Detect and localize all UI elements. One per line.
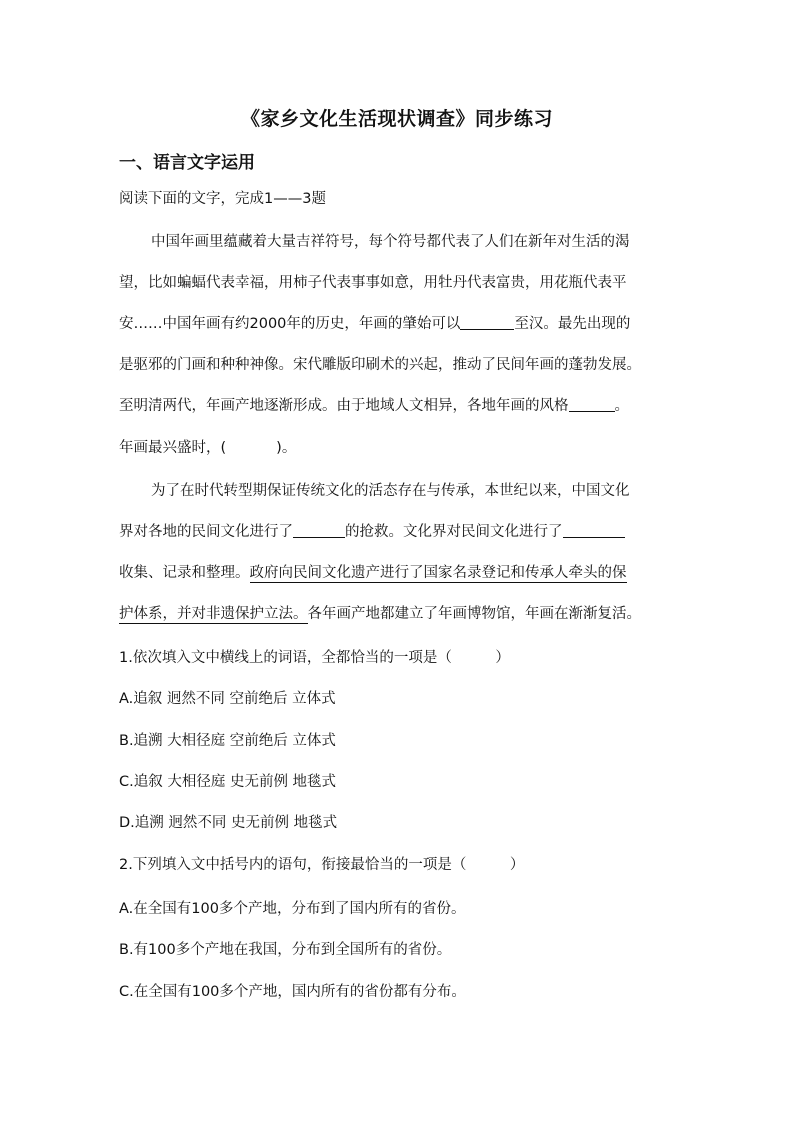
text: 各年画产地都建立了年画博物馆，年画在渐渐复活。 bbox=[307, 606, 641, 622]
page-title: 《家乡文化生活现状调查》同步练习 bbox=[240, 108, 553, 130]
fill-blank-3[interactable] bbox=[293, 523, 345, 538]
fill-blank-2[interactable] bbox=[569, 397, 615, 412]
fill-blank-1[interactable] bbox=[460, 315, 514, 330]
text: 至汉。最先出现的 bbox=[514, 316, 631, 332]
section-heading: 一、语言文字运用 bbox=[119, 153, 255, 173]
text: 的抢救。文化界对民间文化进行了 bbox=[345, 524, 563, 540]
fill-blank-4[interactable] bbox=[563, 523, 625, 538]
text: 安……中国年画有约2000年的历史，年画的肇始可以 bbox=[119, 316, 461, 332]
para2-line2 bbox=[119, 522, 625, 542]
para1-line2: 望，比如蝙蝠代表幸福，用柿子代表事事如意，用牡丹代表富贵，用花瓶代表平 bbox=[119, 275, 627, 291]
question-2-stem: 2.下列填入文中括号内的语句，衔接最恰当的一项是（ ） bbox=[119, 857, 525, 873]
text: 至明清两代，年画产地逐渐形成。由于地域人文相异，各地年画的风格 bbox=[119, 398, 569, 414]
para1-line4: 是驱邪的门画和种种神像。宋代雕版印刷术的兴起，推动了民间年画的蓬勃发展。 bbox=[119, 357, 641, 373]
q1-option-b[interactable]: B.追溯 大相径庭 空前绝后 立体式 bbox=[119, 733, 336, 749]
text: 。 bbox=[614, 398, 629, 414]
para1-line3 bbox=[119, 314, 630, 334]
para1-line1: 中国年画里蕴藏着大量吉祥符号，每个符号都代表了人们在新年对生活的渴 bbox=[151, 234, 630, 250]
para1-line5 bbox=[119, 396, 629, 416]
instruction: 阅读下面的文字，完成1——3题 bbox=[119, 191, 326, 207]
q1-option-d[interactable]: D.追溯 迥然不同 史无前例 地毯式 bbox=[119, 815, 338, 831]
text: 界对各地的民间文化进行了 bbox=[119, 524, 293, 540]
underlined-sentence: 政府向民间文化遗产进行了国家名录登记和传承人牵头的保 bbox=[249, 565, 627, 581]
para2-line1: 为了在时代转型期保证传统文化的活态存在与传承，本世纪以来，中国文化 bbox=[151, 483, 630, 499]
question-1-stem: 1.依次填入文中横线上的词语，全都恰当的一项是（ ） bbox=[119, 650, 510, 666]
text: 年画最兴盛时，( bbox=[119, 440, 227, 456]
text: )。 bbox=[276, 440, 297, 456]
q2-option-c[interactable]: C.在全国有100多个产地，国内所有的省份都有分布。 bbox=[119, 984, 466, 1000]
text: 收集、记录和整理。 bbox=[119, 565, 250, 581]
q1-option-c[interactable]: C.追叙 大相径庭 史无前例 地毯式 bbox=[119, 774, 337, 790]
q2-option-a[interactable]: A.在全国有100多个产地，分布到了国内所有的省份。 bbox=[119, 901, 466, 917]
para2-line3 bbox=[119, 563, 627, 583]
para2-line4 bbox=[119, 604, 641, 624]
q1-option-a[interactable]: A.追叙 迥然不同 空前绝后 立体式 bbox=[119, 691, 336, 707]
q2-option-b[interactable]: B.有100多个产地在我国，分布到全国所有的省份。 bbox=[119, 942, 452, 958]
para1-line6 bbox=[119, 438, 296, 458]
underlined-sentence: 护体系，并对非遗保护立法。 bbox=[119, 606, 308, 622]
